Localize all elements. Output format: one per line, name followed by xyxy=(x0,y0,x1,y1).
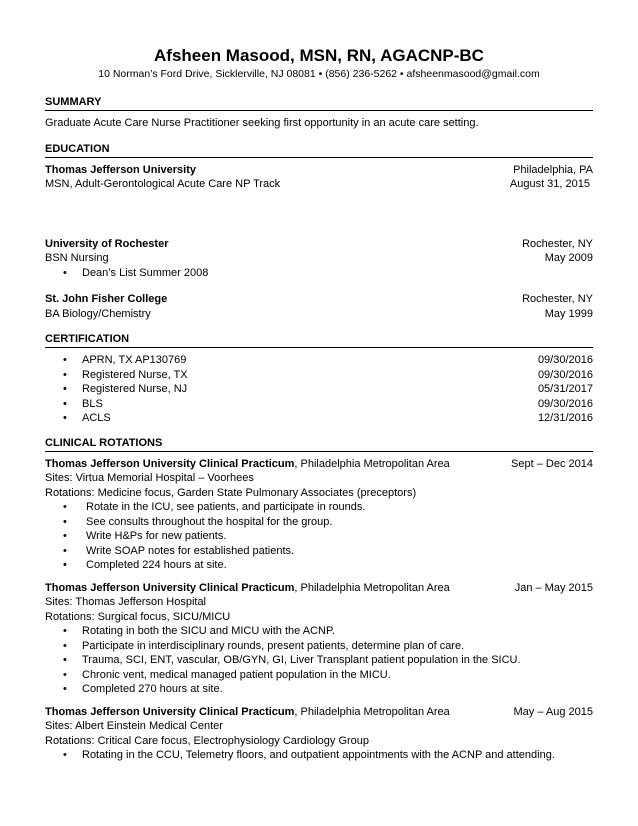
list-item xyxy=(45,668,593,683)
bullet-icon: • xyxy=(63,501,67,513)
list-item xyxy=(45,544,593,559)
rotation-focus: Rotations: Critical Care focus, Electrophysiology Cardiology Group xyxy=(45,734,370,747)
rotation-date: Sept – Dec 2014 xyxy=(511,457,593,470)
bullet-icon: • xyxy=(63,515,67,528)
certification-heading: CERTIFICATION xyxy=(45,333,593,348)
list-item xyxy=(45,682,593,697)
cert-date: 12/31/2016 xyxy=(537,412,593,424)
school-location: Philadelphia, PA xyxy=(513,163,593,176)
cert-name: Registered Nurse, TX xyxy=(82,368,188,381)
list-item xyxy=(45,529,593,544)
school-name: St. John Fisher College xyxy=(45,293,168,305)
bullet-icon: • xyxy=(63,368,67,381)
summary-heading: SUMMARY xyxy=(45,96,593,111)
school-row xyxy=(45,237,593,252)
education-entry xyxy=(45,237,593,281)
bullet-text: Participate in interdisciplinary rounds, present patients, determine plan of care. xyxy=(82,639,465,652)
rotation-date: Jan – May 2015 xyxy=(514,581,593,594)
bullet-icon: • xyxy=(63,654,67,666)
list-item xyxy=(45,382,593,397)
list-item xyxy=(45,397,593,412)
bullet-icon: • xyxy=(63,354,67,366)
rotation-entry xyxy=(45,705,593,763)
rotation-focus: Rotations: Medicine focus, Garden State Pulmonary Associates (preceptors) xyxy=(45,486,417,499)
rotation-title: Thomas Jefferson University Clinical Practicum xyxy=(45,457,295,470)
rotation-title: Thomas Jefferson University Clinical Practicum xyxy=(45,581,295,594)
bullet-text: Trauma, SCI, ENT, vascular, OB/GYN, GI, Liver Transplant patient population in the SICU. xyxy=(82,654,521,666)
school-location: Rochester, NY xyxy=(522,293,593,305)
contact-line: 10 Norman’s Ford Drive, Sicklerville, NJ 08081 • (856) 236-5262 • afsheenmasood@gmail.com xyxy=(98,68,540,80)
list-item xyxy=(45,558,593,573)
school-location: Rochester, NY xyxy=(522,237,593,250)
education-entry xyxy=(45,163,593,192)
list-item xyxy=(45,266,593,281)
rotation-title-row xyxy=(45,457,593,472)
bullet-icon: • xyxy=(63,668,67,681)
degree: BA Biology/Chemistry xyxy=(45,307,151,320)
bullet-icon: • xyxy=(63,683,67,695)
bullet-icon: • xyxy=(63,544,67,557)
degree-row xyxy=(45,177,593,192)
bullet-icon: • xyxy=(63,559,67,571)
bullet-icon: • xyxy=(63,266,67,279)
rotation-place: , Philadelphia Metropolitan Area xyxy=(294,457,450,470)
summary-text: Graduate Acute Care Nurse Practitioner seeking first opportunity in an acute care setting. xyxy=(45,117,479,129)
bullet-text: Write H&Ps for new patients. xyxy=(86,530,227,542)
cert-date: 09/30/2016 xyxy=(537,368,593,381)
bullet-icon: • xyxy=(63,397,67,410)
school-row xyxy=(45,163,593,178)
cert-date: 09/30/2016 xyxy=(537,397,593,410)
bullet-text: Write SOAP notes for established patients. xyxy=(86,544,295,557)
bullet-text: Rotate in the ICU, see patients, and participate in rounds. xyxy=(86,501,366,513)
degree-row xyxy=(45,251,593,266)
degree: BSN Nursing xyxy=(45,252,109,264)
bullet-text: See consults throughout the hospital for the group. xyxy=(86,515,333,528)
list-item xyxy=(45,515,593,530)
cert-date: 05/31/2017 xyxy=(537,383,593,395)
degree-date: May 2009 xyxy=(544,252,593,264)
rotation-date: May – Aug 2015 xyxy=(513,705,593,718)
rotation-sites: Sites: Thomas Jefferson Hospital xyxy=(45,596,207,608)
rotation-place: , Philadelphia Metropolitan Area xyxy=(294,581,450,594)
school-name: University of Rochester xyxy=(45,237,169,250)
bullet-text: Rotating in the CCU, Telemetry floors, and outpatient appointments with the ACNP and attending. xyxy=(82,749,555,761)
bullet-icon: • xyxy=(63,412,67,424)
cert-name: APRN, TX AP130769 xyxy=(82,354,187,366)
degree-row xyxy=(45,307,593,322)
list-item xyxy=(45,653,593,668)
rotation-title-row xyxy=(45,581,593,596)
bullet-icon: • xyxy=(63,749,67,761)
list-item xyxy=(45,500,593,515)
rotation-entry xyxy=(45,581,593,697)
school-name: Thomas Jefferson University xyxy=(45,163,196,176)
degree-date: May 1999 xyxy=(544,307,593,320)
rotation-focus: Rotations: Surgical focus, SICU/MICU xyxy=(45,610,231,623)
education-entry xyxy=(45,292,593,321)
bullet-icon: • xyxy=(63,530,67,542)
bullet-text: Chronic vent, medical managed patient population in the MICU. xyxy=(82,668,391,681)
cert-name: Registered Nurse, NJ xyxy=(82,383,188,395)
education-heading: EDUCATION xyxy=(45,143,593,158)
rotation-title: Thomas Jefferson University Clinical Practicum xyxy=(45,705,295,718)
bullet-text: Completed 270 hours at site. xyxy=(82,683,223,695)
list-item xyxy=(45,411,593,426)
rotation-title-row xyxy=(45,705,593,720)
candidate-name: Afsheen Masood, MSN, RN, AGACNP-BC xyxy=(154,46,484,65)
degree-date: August 31, 2015 xyxy=(509,178,590,190)
bullet-icon: • xyxy=(63,383,67,395)
cert-name: BLS xyxy=(82,397,103,410)
list-item xyxy=(45,353,593,368)
school-row xyxy=(45,292,593,307)
rotations-heading: CLINICAL ROTATIONS xyxy=(45,437,593,452)
list-item xyxy=(45,639,593,654)
bullet-icon: • xyxy=(63,625,67,637)
list-item xyxy=(45,624,593,639)
list-item xyxy=(45,748,593,763)
resume-page xyxy=(45,0,593,763)
rotation-entry xyxy=(45,457,593,573)
list-item xyxy=(45,368,593,383)
bullet-text: Dean’s List Summer 2008 xyxy=(82,266,209,279)
cert-date: 09/30/2016 xyxy=(537,354,593,366)
bullet-text: Completed 224 hours at site. xyxy=(86,559,227,571)
rotation-place: , Philadelphia Metropolitan Area xyxy=(294,705,450,718)
rotation-sites: Sites: Albert Einstein Medical Center xyxy=(45,720,223,732)
bullet-icon: • xyxy=(63,639,67,652)
bullet-text: Rotating in both the SICU and MICU with the ACNP. xyxy=(82,625,335,637)
certification-list xyxy=(45,353,593,426)
rotation-sites: Sites: Virtua Memorial Hospital – Voorhees xyxy=(45,472,254,484)
cert-name: ACLS xyxy=(82,412,111,424)
degree: MSN, Adult-Gerontological Acute Care NP Track xyxy=(45,178,281,190)
